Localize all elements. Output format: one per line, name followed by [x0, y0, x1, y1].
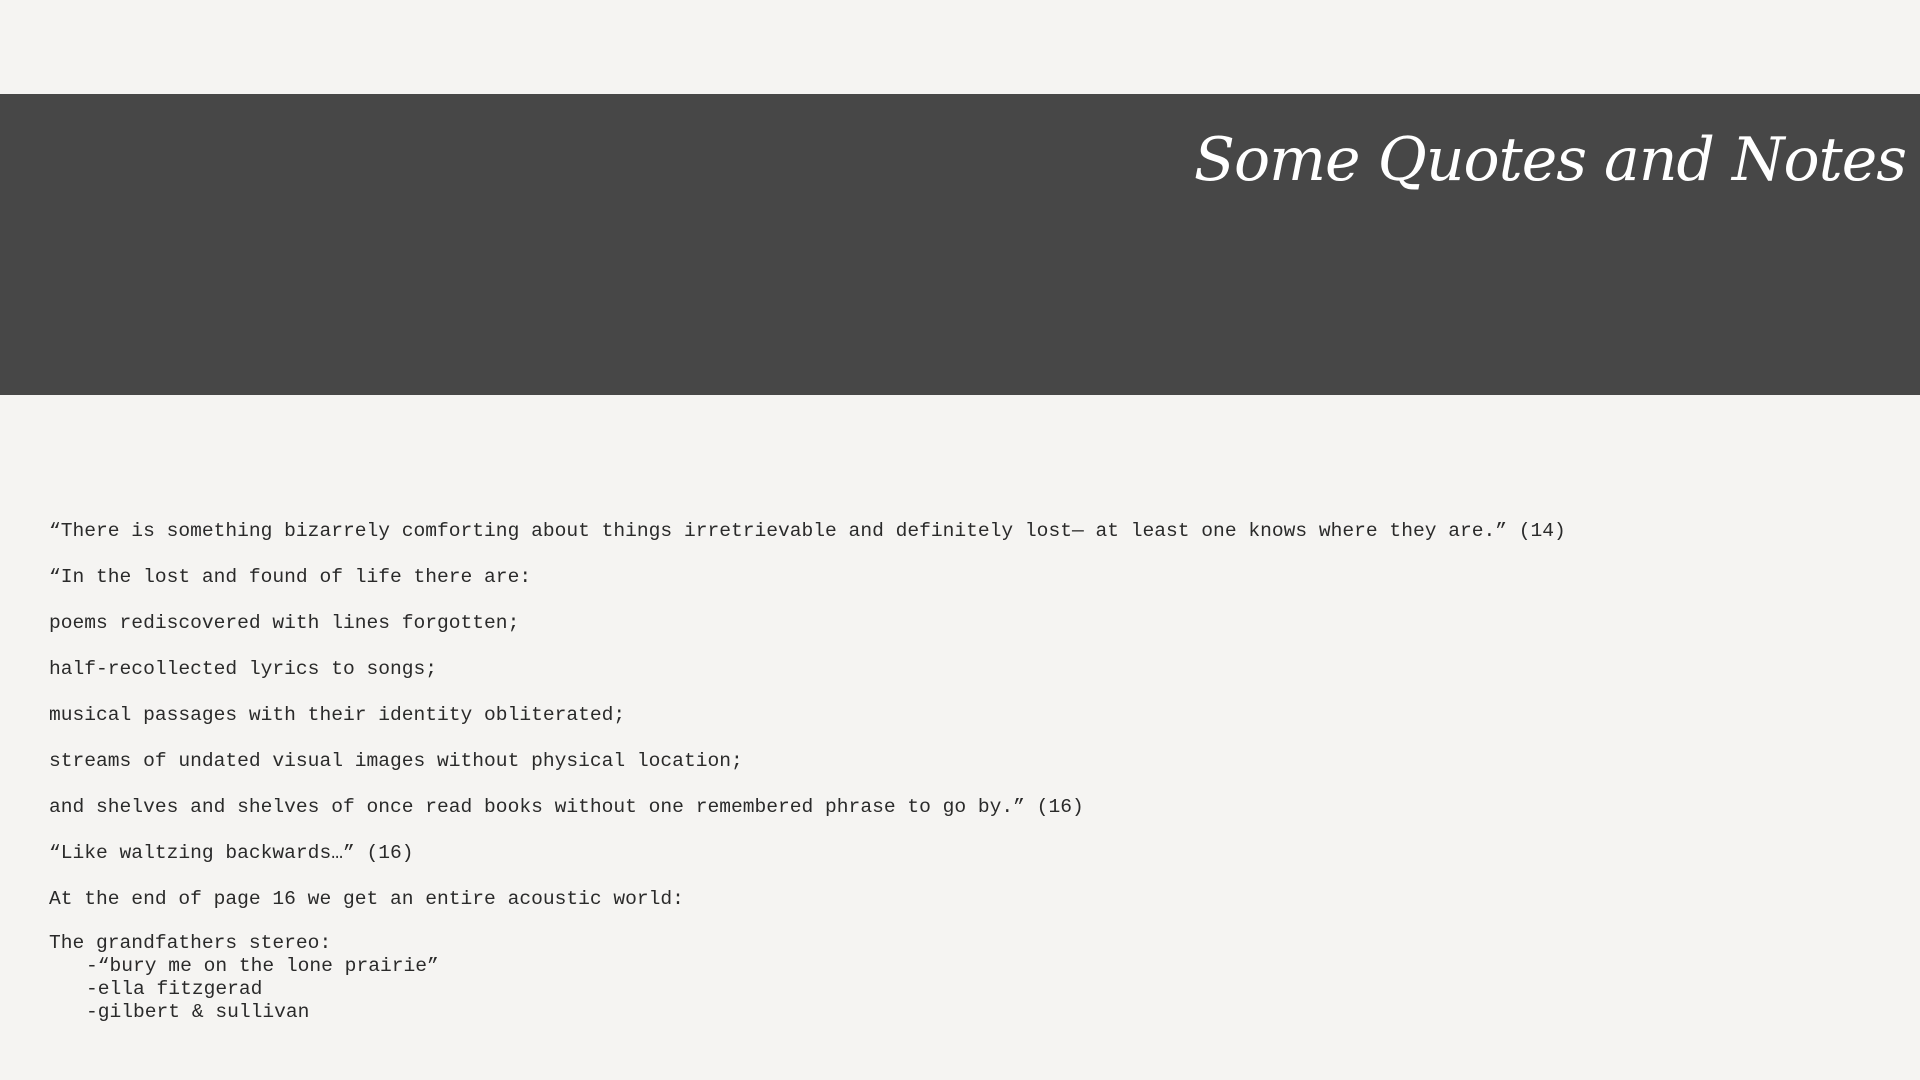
quote-line-8: “Like waltzing backwards…” (16)	[49, 842, 414, 864]
quote-line-3: poems rediscovered with lines forgotten;	[49, 612, 520, 634]
stereo-item-1: -“bury me on the lone prairie”	[86, 955, 439, 977]
stereo-heading: The grandfathers stereo:	[49, 932, 332, 954]
quote-line-6: streams of undated visual images without physical location;	[49, 750, 743, 772]
quote-line-7: and shelves and shelves of once read books without one remembered phrase to go by.” (16)	[49, 796, 1084, 818]
notes-body	[49, 518, 1869, 1024]
quote-line-2: “In the lost and found of life there are:	[49, 566, 532, 588]
quote-line-5: musical passages with their identity obliterated;	[49, 704, 626, 726]
stereo-list	[49, 955, 1869, 1024]
note-line-acoustic: At the end of page 16 we get an entire acoustic world:	[49, 888, 684, 910]
page-title: Some Quotes and Notes	[1193, 125, 1906, 195]
quote-line-1: “There is something bizarrely comforting about things irretrievable and definitely lost— at least one knows where they are.” (14)	[49, 520, 1566, 542]
stereo-item-2: -ella fitzgerad	[86, 978, 263, 1000]
quote-line-4: half-recollected lyrics to songs;	[49, 658, 438, 680]
stereo-item-3: -gilbert & sullivan	[86, 1001, 310, 1023]
